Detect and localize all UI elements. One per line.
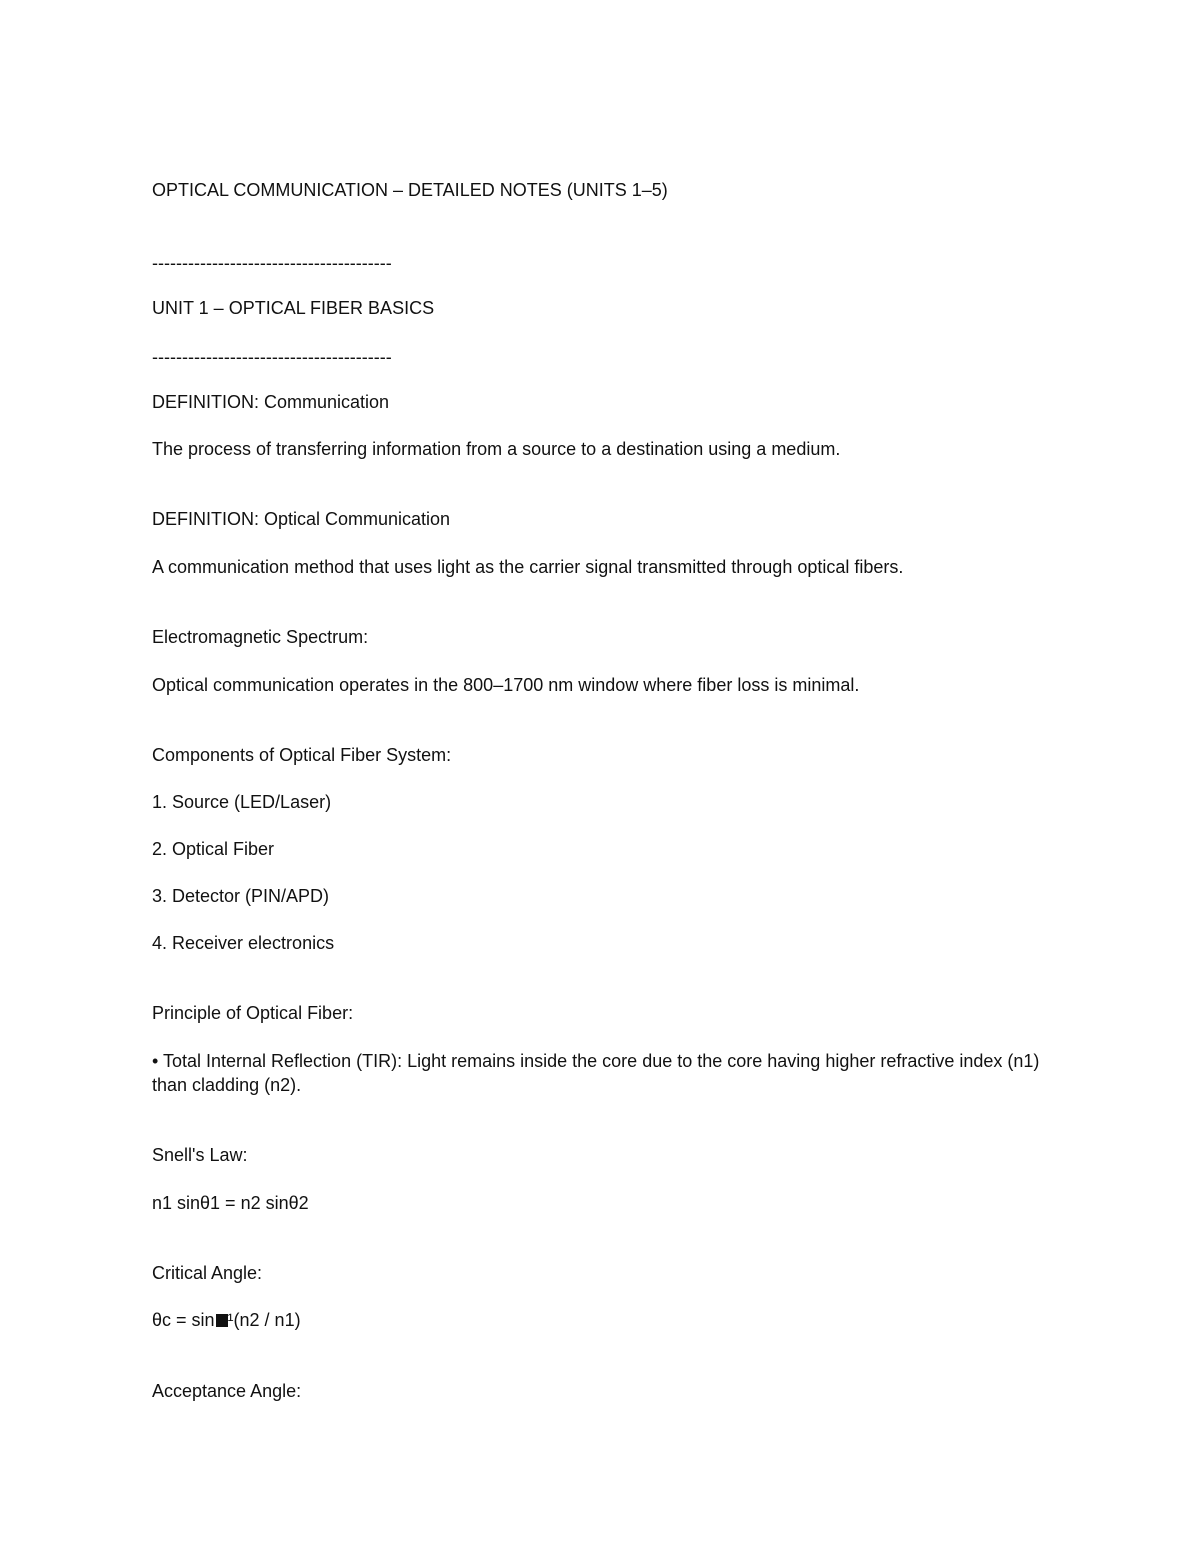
component-item: 4. Receiver electronics: [152, 933, 335, 953]
acceptance-angle-heading: Acceptance Angle:: [152, 1381, 302, 1401]
component-item: 1. Source (LED/Laser): [152, 792, 332, 812]
document-title: OPTICAL COMMUNICATION – DETAILED NOTES (UNITS 1–5): [152, 180, 668, 200]
principle-text: • Total Internal Reflection (TIR): Light remains inside the core due to the core having higher refractive index (n1) than cladding (n2).: [152, 1051, 1040, 1095]
spectrum-text: Optical communication operates in the 800–1700 nm window where fiber loss is minimal.: [152, 675, 860, 695]
snells-law-heading: Snell's Law:: [152, 1145, 248, 1165]
components-heading: Components of Optical Fiber System:: [152, 745, 452, 765]
component-item: 2. Optical Fiber: [152, 839, 275, 859]
critical-angle-formula-suffix: ¹(n2 / n1): [227, 1310, 301, 1330]
spectrum-heading: Electromagnetic Spectrum:: [152, 627, 369, 647]
component-item: 3. Detector (PIN/APD): [152, 886, 330, 906]
separator-top: ----------------------------------------: [152, 253, 392, 273]
principle-heading: Principle of Optical Fiber:: [152, 1003, 354, 1023]
snells-law-formula: n1 sinθ1 = n2 sinθ2: [152, 1193, 309, 1213]
definition-optical-communication-heading: DEFINITION: Optical Communication: [152, 509, 451, 529]
definition-communication-heading: DEFINITION: Communication: [152, 392, 390, 412]
unit-heading: UNIT 1 – OPTICAL FIBER BASICS: [152, 298, 435, 318]
missing-glyph-icon: [216, 1314, 228, 1327]
critical-angle-formula-prefix: θc = sin: [152, 1310, 215, 1330]
definition-optical-communication-text: A communication method that uses light as the carrier signal transmitted through optical fibers.: [152, 557, 904, 577]
critical-angle-formula: [152, 1308, 1052, 1332]
separator-bottom: ----------------------------------------: [152, 347, 392, 367]
definition-communication-text: The process of transferring information from a source to a destination using a medium.: [152, 439, 841, 459]
critical-angle-heading: Critical Angle:: [152, 1263, 263, 1283]
